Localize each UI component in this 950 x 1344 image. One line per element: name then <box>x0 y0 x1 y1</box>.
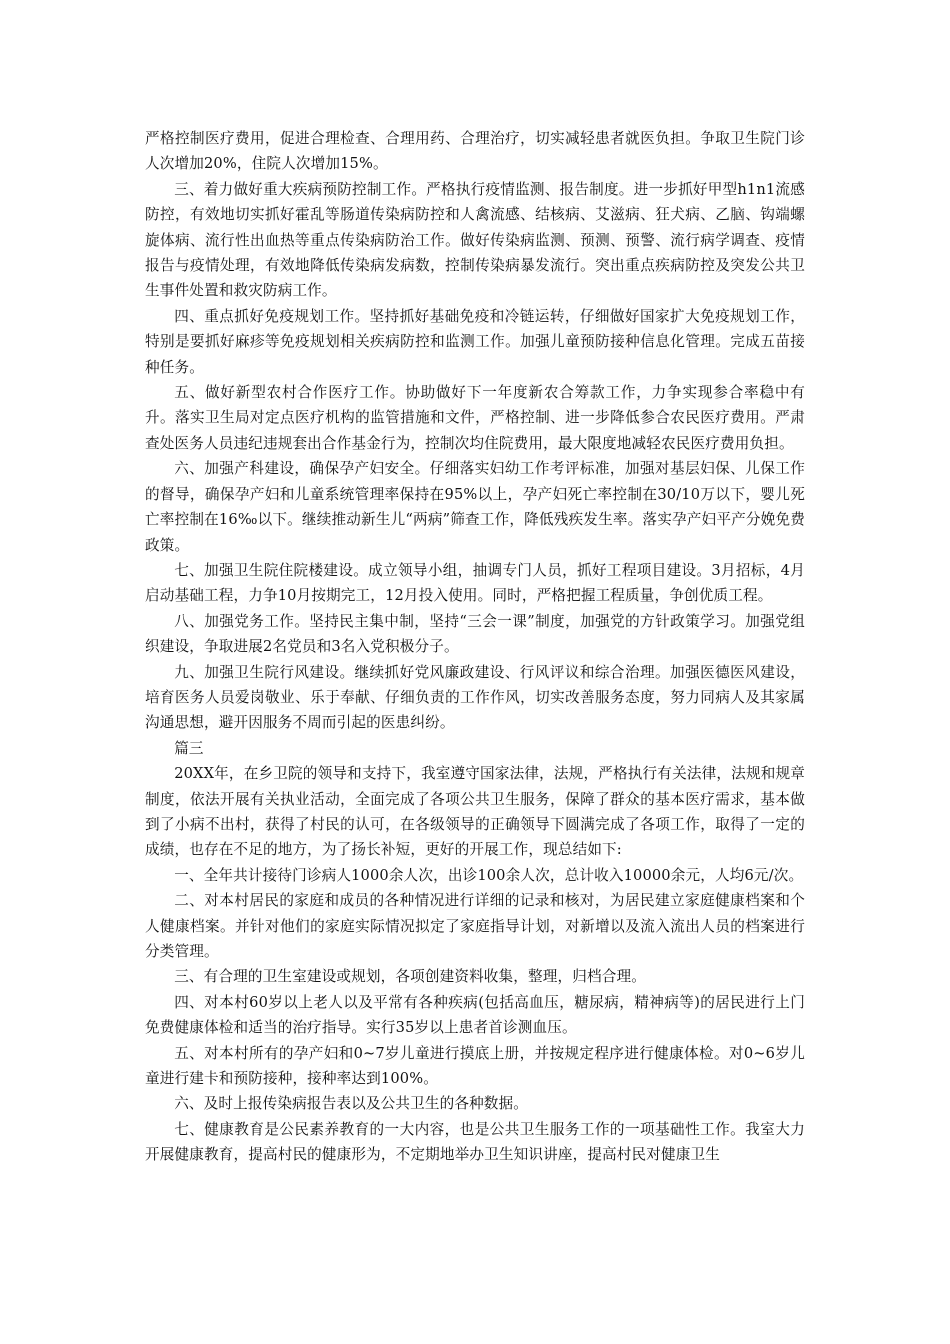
paragraph-reporting: 六、及时上报传染病报告表以及公共卫生的各种数据。 <box>174 1095 529 1113</box>
paragraph-maternal-child: 五、对本村所有的孕产妇和0~7岁儿童进行摸底上册，并按规定程序进行健康体检。对0~6岁儿童进行建卡和预防接种，接种率达到100%。 <box>145 1044 805 1088</box>
paragraph-outpatients: 一、全年共计接待门诊病人1000余人次，出诊100余人次，总计收入10000余元，人均6元/次。 <box>174 866 804 884</box>
paragraph-health-education: 七、健康教育是公民素养教育的一大内容，也是公共卫生服务工作的一项基础性工作。我室大力开展健康教育，提高村民的健康形为，不定期地举办卫生知识讲座，提高村民对健康卫生 <box>145 1120 805 1164</box>
paragraph-conduct: 九、加强卫生院行风建设。继续抓好党风廉政建设、行风评议和综合治理。加强医德医风建设，培育医务人员爱岗敬业、乐于奉献、仔细负责的工作作风，切实改善服务态度，努力同病人及其家属沟通思想，避开因服务不周而引起的医患纠纷。 <box>145 663 805 732</box>
section-heading: 篇三 <box>174 739 204 757</box>
paragraph-elderly-checkup: 四、对本村60岁以上老人以及平常有各种疾病(包括高血压，糖尿病，精神病等)的居民进行上门免费健康体检和适当的治疗指导。实行35岁以上患者首诊测血压。 <box>145 993 805 1037</box>
paragraph-rural-cooperative-medical: 五、做好新型农村合作医疗工作。协助做好下一年度新农合筹款工作，力争实现参合率稳中有升。落实卫生局对定点医疗机构的监管措施和文件，严格控制、进一步降低参合农民医疗费用。严肃查处医务人员违纪违规套出合作基金行为，控制次均住院费用，最大限度地减轻农民医疗费用负担。 <box>145 384 805 452</box>
paragraph-obstetrics: 六、加强产科建设，确保孕产妇安全。仔细落实妇幼工作考评标准，加强对基层妇保、儿保工作的督导，确保孕产妇和儿童系统管理率保持在95%以上，孕产妇死亡率控制在30/10万以下，婴儿死亡率控制在16‰以下。继续推动新生儿“两病”筛查工作，降低残疾发生率。落实孕产妇平产分娩免费政策。 <box>145 460 805 554</box>
paragraph-party-affairs: 八、加强党务工作。坚持民主集中制，坚持“三会一课”制度，加强党的方针政策学习。加强党组织建设，争取进展2名党员和3名入党积极分子。 <box>145 612 805 656</box>
paragraph-inpatient-building: 七、加强卫生院住院楼建设。成立领导小组，抽调专门人员，抓好工程项目建设。3月招标，4月启动基础工程，力争10月按期完工，12月投入使用。同时，严格把握工程质量，争创优质工程。 <box>145 561 805 605</box>
paragraph-disease-control: 三、着力做好重大疾病预防控制工作。严格执行疫情监测、报告制度。进一步抓好甲型h1n1流感防控，有效地切实抓好霍乱等肠道传染病防控和人禽流感、结核病、艾滋病、狂犬病、乙脑、钩端螺旋体病、流行性出血热等重点传染病防治工作。做好传染病监测、预测、预警、流行病学调查、疫情报告与疫情处理，有效地降低传染病发病数，控制传染病暴发流行。突出重点疾病防控及突发公共卫生事件处置和救灾防病工作。 <box>145 180 805 300</box>
paragraph-health-records: 二、对本村居民的家庭和成员的各种情况进行详细的记录和核对，为居民建立家庭健康档案和个人健康档案。并针对他们的家庭实际情况拟定了家庭指导计划，对新增以及流入流出人员的档案进行分类管理。 <box>145 892 805 960</box>
paragraph-clinic-construction: 三、有合理的卫生室建设或规划，各项创建资料收集，整理，归档合理。 <box>174 968 646 986</box>
paragraph-intro-summary: 20XX年，在乡卫院的领导和支持下，我室遵守国家法律，法规，严格执行有关法律，法规和规章制度，依法开展有关执业活动，全面完成了各项公共卫生服务，保障了群众的基本医疗需求，基本做到了小病不出村，获得了村民的认可，在各级领导的正确领导下圆满完成了各项工作，取得了一定的成绩，也存在不足的地方，为了扬长补短，更好的开展工作，现总结如下: <box>145 765 805 859</box>
document-page <box>145 126 805 1168</box>
paragraph-continued: 严格控制医疗费用，促进合理检查、合理用药、合理治疗，切实减轻患者就医负担。争取卫生院门诊人次增加20%，住院人次增加15%。 <box>145 130 805 173</box>
paragraph-immunization: 四、重点抓好免疫规划工作。坚持抓好基础免疫和冷链运转，仔细做好国家扩大免疫规划工作，特别是要抓好麻疹等免疫规划相关疾病防控和监测工作。加强儿童预防接种信息化管理。完成五苗接种任务。 <box>145 307 805 376</box>
